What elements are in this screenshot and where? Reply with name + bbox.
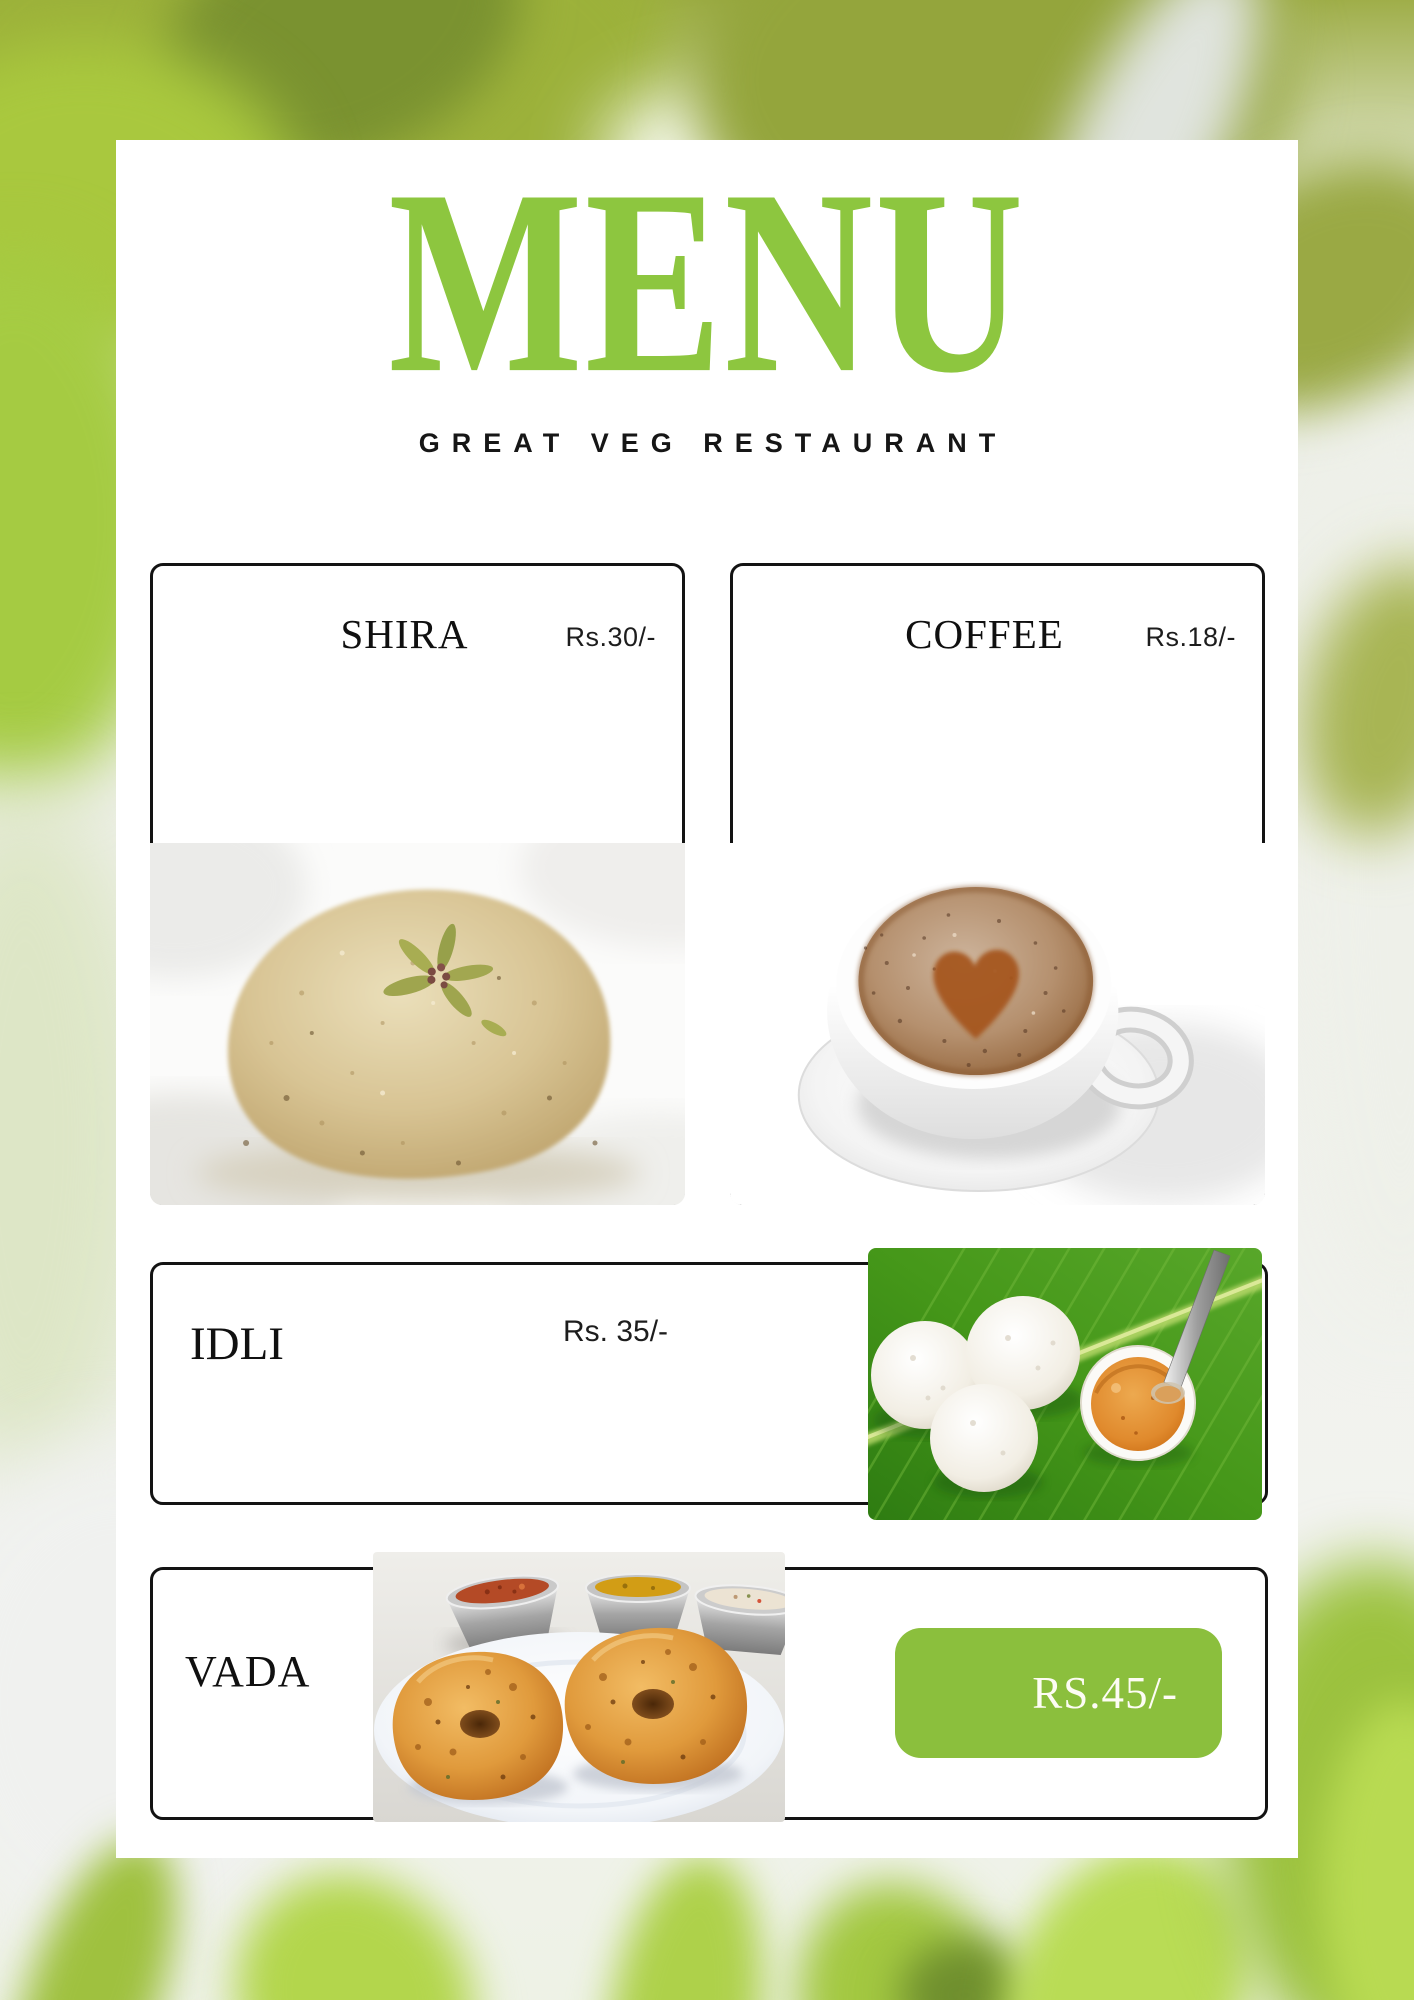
vada-right — [565, 1628, 747, 1784]
item-price-idli: Rs. 35/- — [563, 1315, 669, 1348]
item-name-vada: VADA — [185, 1647, 311, 1696]
menu-page — [116, 134, 1298, 1858]
item-name-shira: SHIRA — [340, 611, 469, 657]
menu-card-shira — [150, 563, 685, 1205]
vada-photo — [373, 1552, 785, 1822]
item-name-idli: IDLI — [190, 1318, 284, 1370]
leaf-blob — [588, 1846, 782, 2000]
restaurant-name: GREAT VEG RESTAURANT — [418, 428, 1008, 458]
idli-photo — [868, 1248, 1262, 1520]
coffee-photo — [730, 843, 1265, 1205]
item-name-coffee: COFFEE — [905, 611, 1064, 657]
item-price-shira: Rs.30/- — [565, 622, 656, 652]
item-price-vada: RS.45/- — [1032, 1668, 1178, 1718]
leaf-blob — [1290, 420, 1414, 1320]
item-price-coffee: Rs.18/- — [1145, 622, 1236, 652]
menu-card-vada — [150, 1567, 1268, 1820]
menu-card-idli — [150, 1262, 1268, 1505]
vada-left — [393, 1652, 563, 1800]
shira-photo — [150, 843, 685, 1205]
page-title: MENU — [388, 134, 1026, 428]
menu-card-coffee — [730, 563, 1265, 1205]
vada-price-pill — [895, 1628, 1222, 1758]
